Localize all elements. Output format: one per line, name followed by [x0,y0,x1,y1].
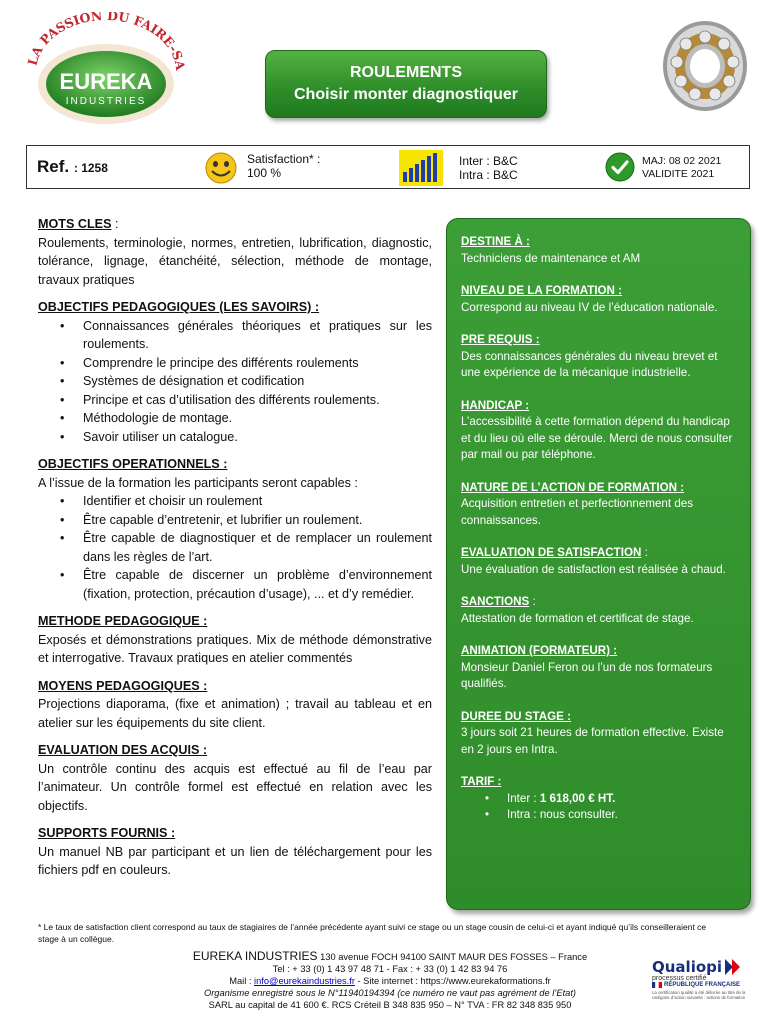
qualiopi-fine-print: La certification qualité a été délivrée au titre de la catégorie d’action suivante : actions de formation [652,990,746,1000]
moyens-text: Projections diaporama, (fixe et animation) ; travail au tableau et en atelier sur les équipements du site client. [38,697,432,730]
panel-title: HANDICAP : [461,398,530,412]
satisfaction-footnote: * Le taux de satisfaction client correspond au taux de stagiaires de l’année précédente ayant suivi ce stage ou un stage cousin de celui-ci et ayant indiqué qu’ils conseilleraient ce stage à un collègue. [38,922,707,944]
ref-value: : 1258 [73,161,108,175]
logo-sub: INDUSTRIES [65,96,147,107]
check-icon [605,152,635,182]
intra-value: Intra : B&C [459,168,518,182]
satisfaction-label: Satisfaction* : [247,152,321,166]
footer-organisme: Organisme enregistré sous le N°11940194394 (ce numéro ne vaut pas agrément de l’Etat) [203,988,577,998]
republique-francaise: RÉPUBLIQUE FRANÇAISE [664,982,741,988]
panel-text: Des connaissances générales du niveau brevet et une expérience de la mécanique industrielle. [461,349,718,379]
title-line-2: Choisir monter diagnostiquer [293,86,518,103]
methode-title: METHODE PEDAGOGIQUE : [38,614,208,628]
logo-name: EUREKA [59,69,153,94]
list-item: • Comprendre le principe des différents roulements [38,354,432,373]
panel-text: Attestation de formation et certificat de stage. [461,611,694,625]
supports-section [38,824,432,880]
qualiopi-logo [652,958,752,1018]
french-flag-icon [652,982,662,988]
satisfaction-value: 100 % [247,166,282,180]
validite: VALIDITE 2021 [642,168,715,180]
panel-title: SANCTIONS [461,595,530,608]
footer-mail-label: Mail : [229,976,255,986]
panel-section-sanctions: SANCTIONS : Attestation de formation et certificat de stage. [461,594,738,627]
panel-text: Acquisition entretien et perfectionnement des connaissances. [461,497,694,527]
panel-section-niveau [461,283,738,316]
left-column [38,215,432,889]
footer-mail-link[interactable]: info@eurekaindustries.fr [254,976,355,986]
list-item: • Connaissances générales théoriques et pratiques sur les roulements. [38,317,432,354]
footer [150,950,630,1011]
smiley-icon [203,151,239,185]
mots-cles-sep: : [111,217,119,231]
logo-arc-text: LA PASSION DU FAIRE-SA [24,12,189,71]
savoirs-section [38,298,432,446]
panel-section-animation [461,643,738,693]
bearing-image [660,18,750,114]
tarif-inter-label: Inter : [507,791,540,805]
panel-title: NIVEAU DE LA FORMATION : [461,284,623,297]
panel-text: Une évaluation de satisfaction est réalisée à chaud. [461,562,726,576]
eureka-logo [22,12,190,130]
operationnels-intro: A l’issue de la formation les participants seront capables : [38,475,358,490]
footer-company: EUREKA INDUSTRIES [192,949,318,963]
tarif-title: TARIF : [461,775,502,788]
savoirs-title: OBJECTIFS PEDAGOGIQUES (LES SAVOIRS) : [38,300,320,314]
bar-chart-icon [399,150,443,186]
list-item: • Systèmes de désignation et codification [38,372,432,391]
operationnels-list [38,492,432,603]
methode-section [38,612,432,668]
panel-section-handicap [461,398,738,464]
reference [37,157,108,177]
list-item: • Savoir utiliser un catalogue. [38,428,432,447]
satisfaction [247,152,320,180]
footer-address: 130 avenue FOCH 94100 SAINT MAUR DES FOSSES – France [317,952,588,962]
maj-date: MAJ: 08 02 2021 [642,155,722,167]
list-item: • Être capable de diagnostiquer et de remplacer un roulement dans les règles de l’art. [38,529,432,566]
panel-section-duree [461,709,738,759]
panel-title: NATURE DE L’ACTION DE FORMATION : [461,480,685,494]
operationnels-section [38,455,432,603]
qualiopi-name: Qualiopi [652,958,723,976]
title-line-1: ROULEMENTS [350,64,462,81]
qualiopi-sub: processus certifié [652,975,707,982]
evaluation-section [38,741,432,815]
mots-cles-text: Roulements, terminologie, normes, entretien, lubrification, diagnostic, tolérance, lignage, étanchéité, sélection, méthode de montage, travaux pratiques [38,235,432,287]
maj-validite [642,155,721,181]
list-item: • Principe et cas d’utilisation des différents roulements. [38,391,432,410]
list-item: • Méthodologie de montage. [38,409,432,428]
panel-text: Correspond au niveau IV de l’éducation nationale. [461,300,718,314]
panel-title: PRE REQUIS : [461,333,540,346]
panel-section-tarif [461,774,738,824]
info-bar [26,145,750,189]
panel-title: DESTINE À : [461,235,530,248]
moyens-section [38,677,432,733]
methode-text: Exposés et démonstrations pratiques. Mix de méthode démonstrative et interrogative. Travaux pratiques en atelier commentés [38,632,432,665]
panel-section-nature [461,480,738,530]
qualiopi-arrows-icon [725,959,747,975]
info-panel [446,218,751,910]
ref-label: Ref. [37,157,70,176]
mots-cles-title: MOTS CLES [38,217,112,231]
footer-tel: Tel : + 33 (0) 1 43 97 48 71 - Fax : + 33 (0) 1 42 83 94 76 [272,964,508,974]
supports-title: SUPPORTS FOURNIS : [38,826,176,840]
list-item: • Être capable d’entretenir, et lubrifier un roulement. [38,511,432,530]
moyens-title: MOYENS PEDAGOGIQUES : [38,678,208,693]
panel-title: EVALUATION DE SATISFACTION [461,546,642,559]
panel-section-destine [461,234,738,267]
tarif-inter-value: 1 618,00 € HT. [539,791,616,805]
mots-cles-section [38,215,432,289]
list-item: • Être capable de discerner un problème d’environnement (fixation, protection, précaution d’usage), ... et d’y remédier. [38,566,432,603]
supports-text: Un manuel NB par participant et un lien de téléchargement pour les fichiers pdf en couleurs. [38,844,432,877]
title-box [265,50,547,118]
savoirs-list [38,317,432,447]
tarif-list [461,791,738,824]
panel-section-satisfaction: EVALUATION DE SATISFACTION : Une évaluation de satisfaction est réalisée à chaud. [461,545,738,578]
panel-text: Techniciens de maintenance et AM [461,251,641,265]
inter-intra [459,154,518,182]
evaluation-text: Un contrôle continu des acquis est effectué au fil de l’eau par l’animateur. Un contrôle formel est effectué en relation avec les objectifs. [38,761,432,813]
panel-text: L’accessibilité à cette formation dépend du handicap et du lieu où elle se déroule. Merci de nous consulter par mail ou par téléphone. [461,415,733,461]
panel-section-prerequis [461,332,738,382]
panel-text: Monsieur Daniel Feron ou l’un de nos formateurs qualifiés. [461,660,713,690]
footer-sarl: SARL au capital de 41 600 €. RCS Créteil B 348 835 950 – N° TVA : FR 82 348 835 950 [208,1000,572,1010]
panel-text: 3 jours soit 21 heures de formation effective. Existe en 2 jours en Intra. [461,726,724,756]
evaluation-title: EVALUATION DES ACQUIS : [38,743,208,757]
list-item [461,791,738,808]
inter-value: Inter : B&C [459,154,518,168]
list-item: • Intra : nous consulter. [461,807,738,824]
panel-title: ANIMATION (FORMATEUR) : [461,644,618,657]
footer-site: - Site internet : https://www.eurekaformations.fr [354,976,551,986]
operationnels-title: OBJECTIFS OPERATIONNELS : [38,457,228,471]
list-item: • Identifier et choisir un roulement [38,492,432,511]
panel-title: DUREE DU STAGE : [461,709,571,723]
